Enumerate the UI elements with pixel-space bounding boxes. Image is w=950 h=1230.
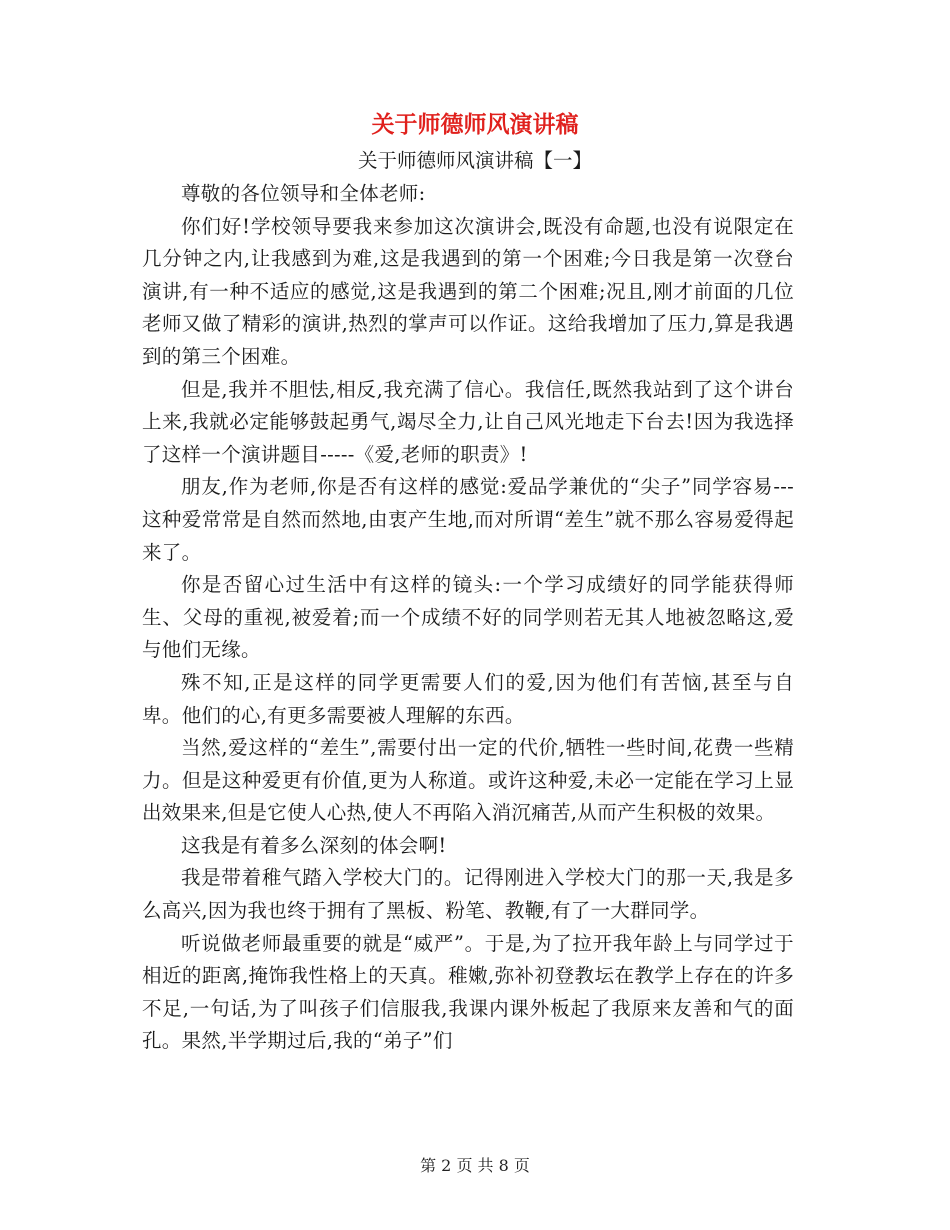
- paragraph: 殊不知,正是这样的同学更需要人们的爱,因为他们有苦恼,甚至与自卑。他们的心,有更多需要被人理解的东西。: [142, 670, 794, 727]
- page-number-footer: 第 2 页 共 8 页: [420, 1156, 530, 1175]
- salutation: 尊敬的各位领导和全体老师:: [181, 182, 426, 205]
- paragraph: 但是,我并不胆怯,相反,我充满了信心。我信任,既然我站到了这个讲台上来,我就必定能够鼓起勇气,竭尽全力,让自己风光地走下台去!因为我选择了这样一个演讲题目-----《爱,老师的职责》!: [142, 377, 794, 466]
- paragraph: 朋友,作为老师,你是否有这样的感觉:爱品学兼优的“尖子”同学容易---这种爱常常是自然而然地,由衷产生地,而对所谓“差生”就不那么容易爱得起来了。: [142, 475, 794, 564]
- paragraph: 我是带着稚气踏入学校大门的。记得刚进入学校大门的那一天,我是多么高兴,因为我也终于拥有了黑板、粉笔、教鞭,有了一大群同学。: [142, 866, 794, 923]
- document-subtitle: 关于师德师风演讲稿【一】: [357, 149, 592, 172]
- document-title: 关于师德师风演讲稿: [371, 111, 579, 138]
- paragraph: 这我是有着多么深刻的体会啊!: [181, 833, 447, 857]
- paragraph: 听说做老师最重要的就是“威严”。于是,为了拉开我年龄上与同学过于相近的距离,掩饰我性格上的天真。稚嫩,弥补初登教坛在教学上存在的许多不足,一句话,为了叫孩子们信服我,我课内课外板起了我原来友善和气的面孔。果然,半学期过后,我的“弟子”们: [142, 931, 794, 1053]
- paragraph: 你是否留心过生活中有这样的镜头:一个学习成绩好的同学能获得师生、父母的重视,被爱着;而一个成绩不好的同学则若无其人地被忽略这,爱与他们无缘。: [142, 573, 794, 662]
- paragraph: 你们好!学校领导要我来参加这次演讲会,既没有命题,也没有说限定在几分钟之内,让我感到为难,这是我遇到的第一个困难;今日我是第一次登台演讲,有一种不适应的感觉,这是我遇到的第二个困难;况且,刚才前面的几位老师又做了精彩的演讲,热烈的掌声可以作证。这给我增加了压力,算是我遇到的第三个困难。: [142, 214, 794, 368]
- document-body: [142, 178, 794, 1058]
- paragraph: 当然,爱这样的“差生”,需要付出一定的代价,牺牲一些时间,花费一些精力。但是这种爱更有价值,更为人称道。或许这种爱,未必一定能在学习上显出效果来,但是它使人心热,使人不再陷入消沉痛苦,从而产生积极的效果。: [142, 736, 794, 825]
